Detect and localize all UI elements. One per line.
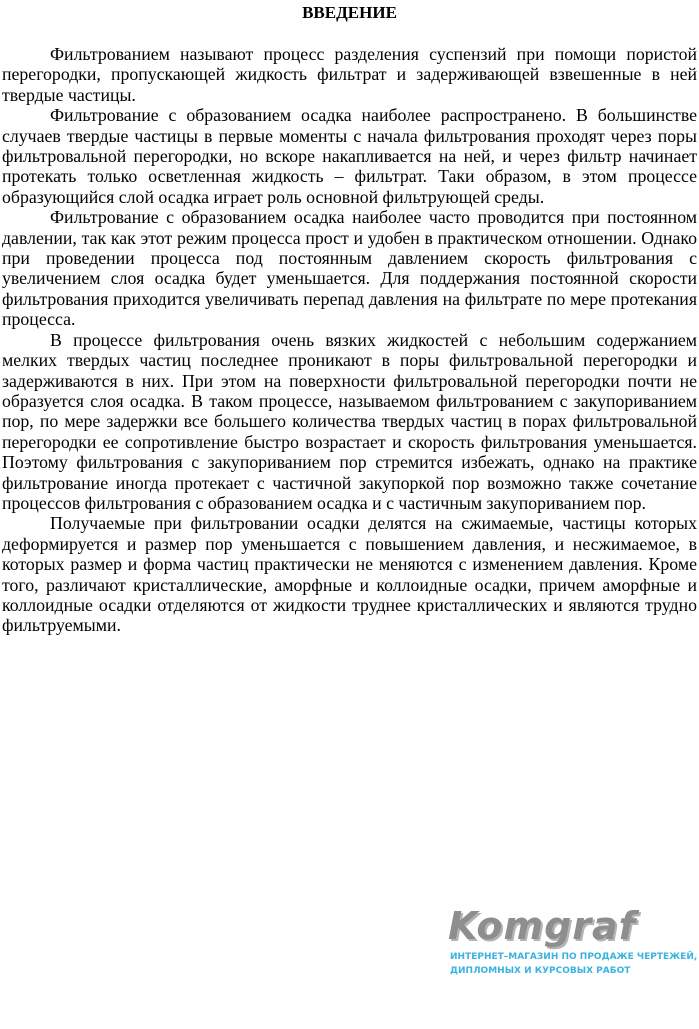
page-title: ВВЕДЕНИЕ — [302, 3, 397, 22]
paragraph-1: Фильтрованием называют процесс разделения суспензий при помощи пористой перегородки, пропускающей жидкость фильтрат и задерживающей взвешенные в ней твердые частицы. — [2, 44, 697, 105]
document-body — [2, 44, 697, 636]
watermark-tagline-line2: ДИПЛОМНЫХ И КУРСОВЫХ РАБОТ — [450, 966, 631, 976]
paragraph-3: Фильтрование с образованием осадка наиболее часто проводится при постоянном давлении, так как этот режим процесса прост и удобен в практическом отношении. Однако при проведении процесса под постоянным давлением скорость фильтрования с увеличением слоя осадка будет уменьшается. Для поддержания постоянной скорости фильтрования приходится увеличивать перепад давления на фильтрате по мере протекания процесса. — [2, 207, 697, 330]
watermark-tagline-line1: ИНТЕРНЕТ–МАГАЗИН ПО ПРОДАЖЕ ЧЕРТЕЖЕЙ, — [450, 952, 698, 962]
paragraph-4: В процессе фильтрования очень вязких жидкостей с небольшим содержанием мелких твердых частиц последнее проникают в поры фильтровальной перегородки и задерживаются в них. При этом на поверхности фильтровальной перегородки почти не образуется слоя осадка. В таком процессе, называемом фильтрованием с закупориванием пор, по мере задержки все большего количества твердых частиц в порах фильтровальной перегородки ее сопротивление быстро возрастает и скорость фильтрования уменьшается. Поэтому фильтрования с закупориванием пор стремится избежать, однако на практике фильтрование иногда протекает с частичной закупоркой пор возможно также сочетание процессов фильтрования с образованием осадка и с частичным закупориванием пор. — [2, 329, 697, 513]
paragraph-2: Фильтрование с образованием осадка наиболее распространено. В большинстве случаев твердые частицы в первые моменты с начала фильтрования проходят через поры фильтровальной перегородки, но вскоре накапливается на ней, и через фильтр начинает протекать только осветленная жидкость – фильтрат. Таки образом, в этом процессе образующийся слой осадка играет роль основной фильтрующей среды. — [2, 105, 697, 207]
paragraph-5: Получаемые при фильтровании осадки делятся на сжимаемые, частицы которых деформируется и размер пор уменьшается с повышением давления, и несжимаемое, в которых размер и форма частиц практически не меняются с изменением давления. Кроме того, различают кристаллические, аморфные и коллоидные осадки, причем аморфные и коллоидные осадки отделяются от жидкости труднее кристаллических и являются трудно фильтруемыми. — [2, 513, 697, 636]
watermark-brand: Komgraf — [448, 904, 637, 948]
komgraf-watermark-logo — [448, 904, 698, 986]
